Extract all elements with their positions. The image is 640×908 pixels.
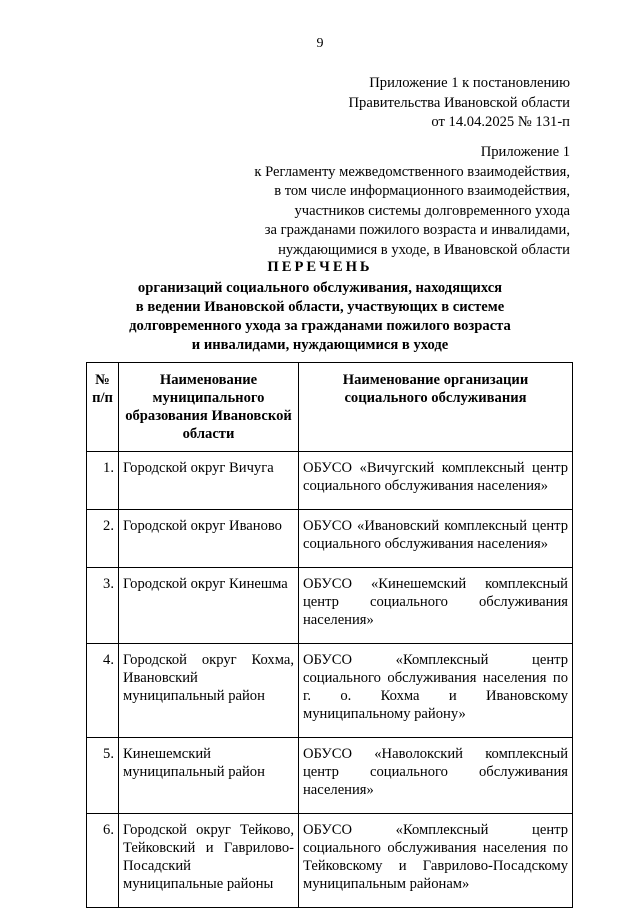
table-row [87, 568, 573, 644]
table-row [87, 452, 573, 510]
row-municipality: Городской округ Кинешма [119, 568, 299, 644]
row-municipality: Городской округ Тейково, Тейковский и Гаврилово-Посадский муниципальные районы [119, 814, 299, 908]
appendix-regulation-line: участников системы долговременного ухода [294, 202, 570, 219]
row-num: 2. [87, 510, 119, 568]
document-title: ПЕРЕЧЕНЬ [267, 259, 373, 275]
header-municipality: Наименование муниципального образования Ивановской области [119, 363, 299, 452]
table-row [87, 738, 573, 814]
row-organization: ОБУСО «Кинешемский комплексный центр социального обслуживания населения» [299, 568, 573, 644]
row-municipality: Городской округ Иваново [119, 510, 299, 568]
row-organization: ОБУСО «Ивановский комплексный центр социального обслуживания населения» [299, 510, 573, 568]
row-num: 4. [87, 644, 119, 738]
subtitle-line: организаций социального обслуживания, находящихся [137, 280, 503, 296]
organizations-table [86, 362, 573, 908]
row-organization: ОБУСО «Комплексный центр социального обслуживания населения по Тейковскому и Гаврилово-Посадскому муниципальным районам» [299, 814, 573, 908]
subtitle-line: и инвалидами, нуждающимися в уходе [191, 337, 449, 353]
appendix-regulation [254, 143, 570, 260]
row-num: 1. [87, 452, 119, 510]
appendix-header-line: Приложение 1 к постановлению [369, 75, 570, 91]
row-organization: ОБУСО «Вичугский комплексный центр социального обслуживания населения» [299, 452, 573, 510]
appendix-regulation-line: к Регламенту межведомственного взаимодействия, [254, 163, 570, 180]
page-number: 9 [316, 36, 324, 51]
document-subtitle [0, 279, 640, 355]
row-organization: ОБУСО «Наволокский комплексный центр социального обслуживания населения» [299, 738, 573, 814]
appendix-header [349, 74, 570, 133]
appendix-regulation-line: в том числе информационного взаимодействия, [274, 183, 570, 199]
row-municipality: Кинешемский муниципальный район [119, 738, 299, 814]
row-num: 3. [87, 568, 119, 644]
appendix-regulation-line: за гражданами пожилого возраста и инвалидами, [264, 222, 570, 238]
header-organization: Наименование организации социального обслуживания [299, 363, 573, 452]
subtitle-line: долговременного ухода за гражданами пожилого возраста [129, 318, 511, 334]
table-row [87, 814, 573, 908]
row-municipality: Городской округ Вичуга [119, 452, 299, 510]
appendix-regulation-line: нуждающимися в уходе, в Ивановской области [278, 241, 570, 258]
row-num: 6. [87, 814, 119, 908]
header-num: № п/п [87, 363, 119, 452]
table-row [87, 510, 573, 568]
appendix-header-line: Правительства Ивановской области [348, 94, 570, 111]
table-row [87, 644, 573, 738]
row-organization: ОБУСО «Комплексный центр социального обслуживания населения по г. о. Кохма и Ивановскому муниципальному району» [299, 644, 573, 738]
row-num: 5. [87, 738, 119, 814]
subtitle-line: в ведении Ивановской области, участвующих в системе [135, 299, 505, 315]
row-municipality: Городской округ Кохма, Ивановский муниципальный район [119, 644, 299, 738]
table-header-row [87, 363, 573, 452]
appendix-header-line: от 14.04.2025 № 131-п [431, 114, 570, 130]
appendix-regulation-line: Приложение 1 [480, 144, 570, 160]
